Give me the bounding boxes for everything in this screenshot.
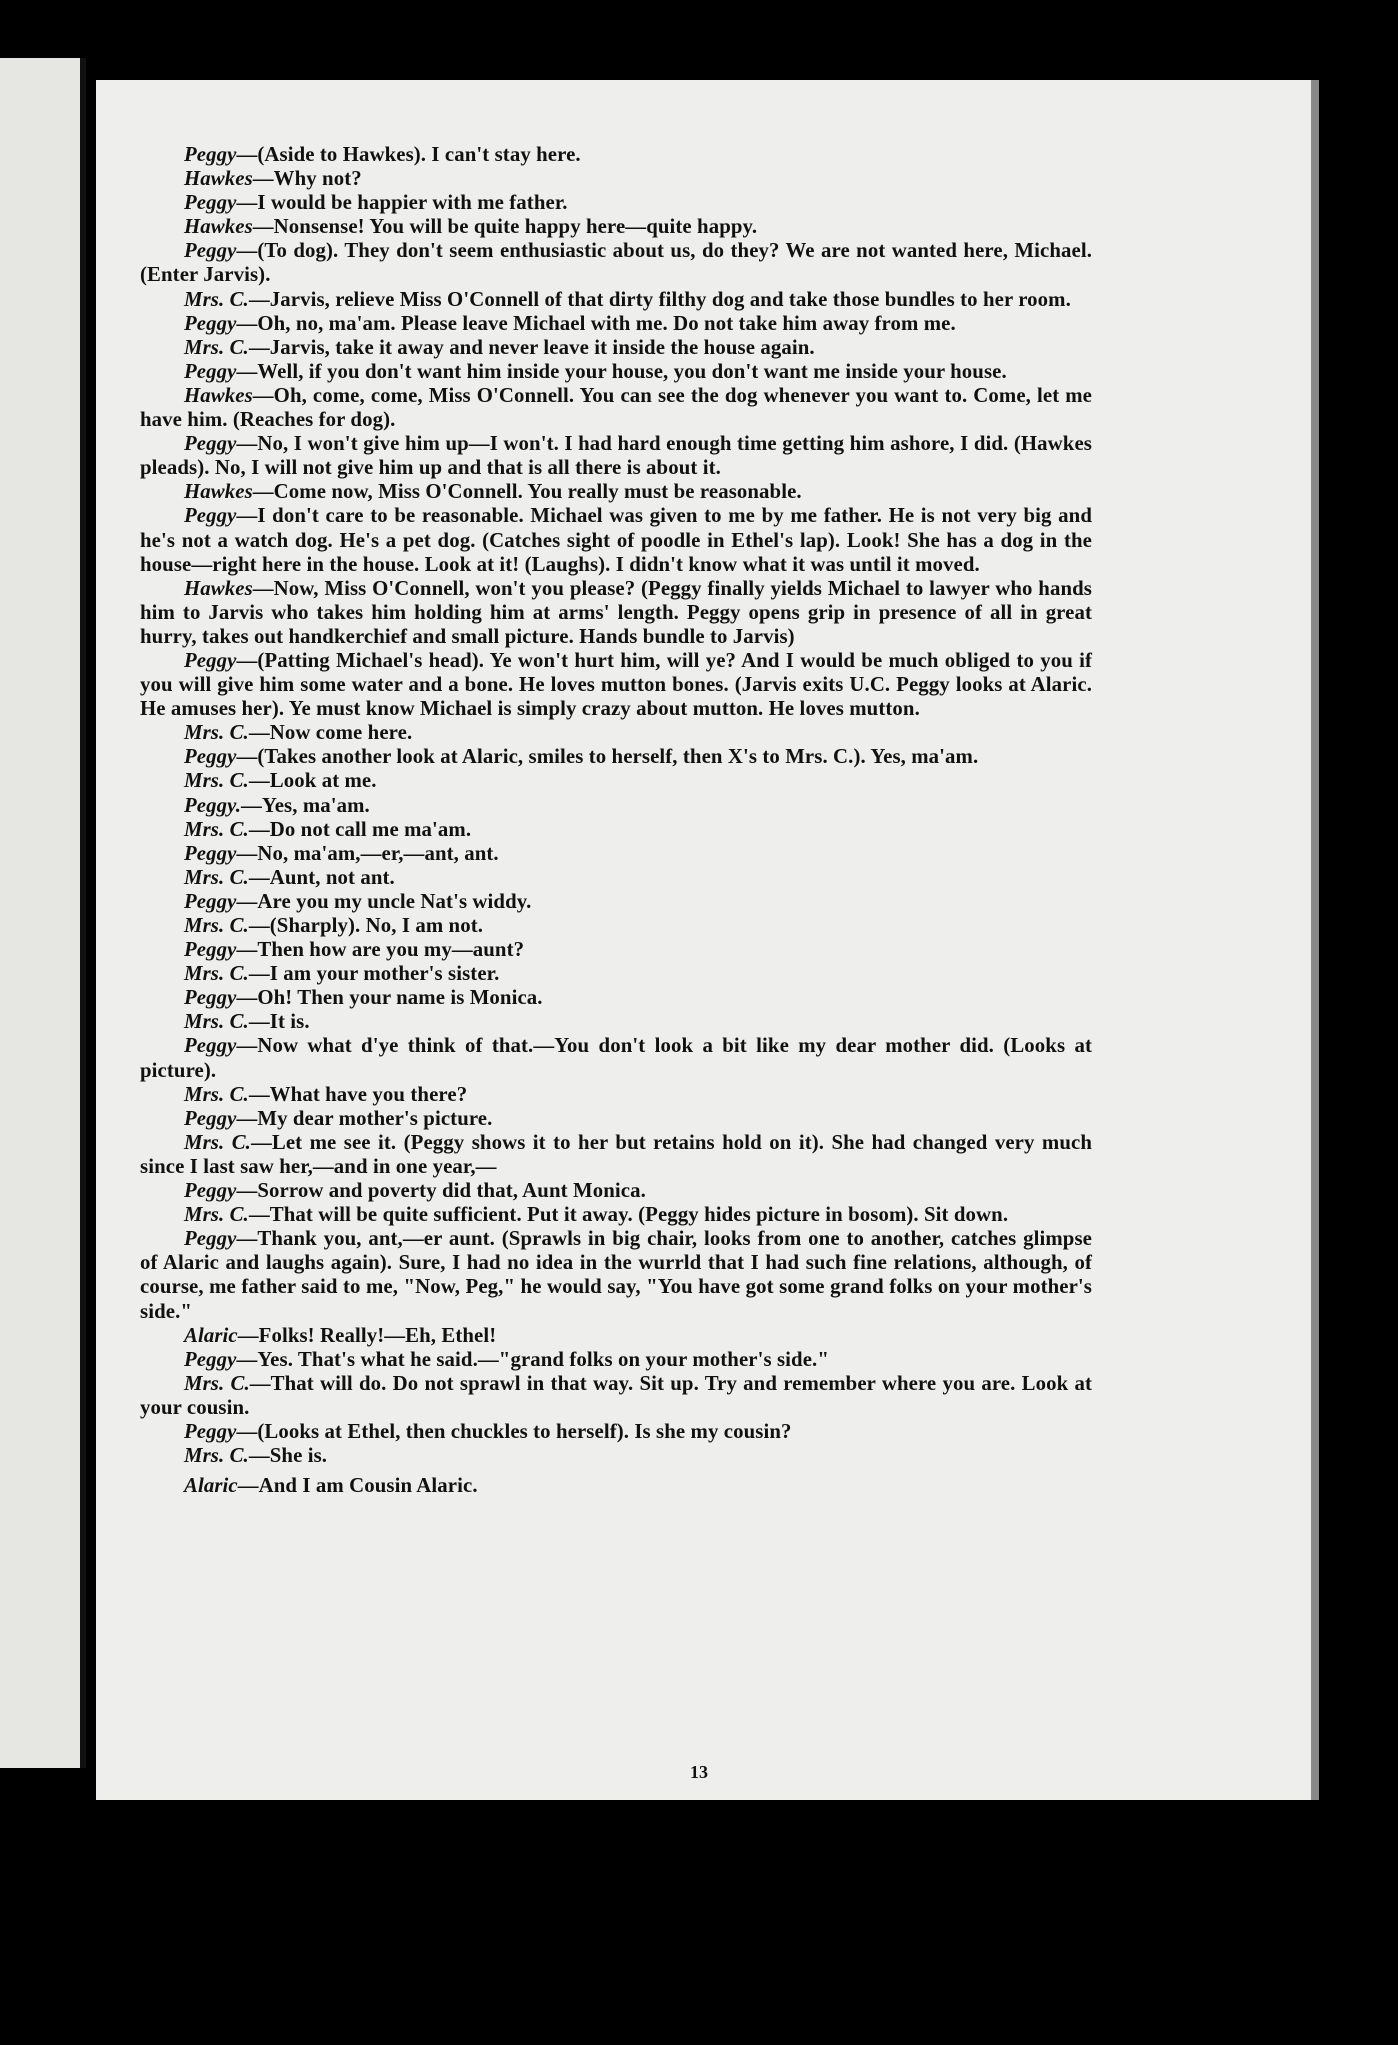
dialogue-line (140, 842, 1092, 866)
dialogue-text: —Look at me. (248, 769, 377, 793)
speaker-name: Hawkes (184, 480, 253, 504)
speaker-name: Peggy (184, 143, 237, 166)
dialogue-text: —(Takes another look at Alaric, smiles to herself, then X's to Mrs. C.). Yes, ma'am. (236, 745, 979, 769)
dialogue-line (140, 1324, 1092, 1348)
speaker-name: Peggy (184, 1106, 237, 1130)
dialogue-text: —Jarvis, relieve Miss O'Connell of that dirty filthy dog and take those bundles to her room. (248, 287, 1071, 311)
dialogue-line (140, 312, 1092, 336)
speaker-name: Peggy (184, 359, 237, 383)
dialogue-line (140, 721, 1092, 745)
dialogue-text: —It is. (248, 1010, 310, 1034)
speaker-name: Mrs. C. (184, 1130, 251, 1154)
dialogue-text: —Now what d'ye think of that.—You don't look a bit like my dear mother did. (Looks at picture). (140, 1034, 1092, 1082)
dialogue-line (140, 360, 1092, 384)
dialogue-line (140, 1444, 1092, 1468)
dialogue-line (140, 215, 1092, 239)
speaker-name: Peggy (184, 1347, 237, 1371)
dialogue-text: —That will do. Do not sprawl in that way. Sit up. Try and remember where you are. Look at your cousin. (140, 1371, 1092, 1419)
speaker-name: Peggy (184, 841, 237, 865)
page-number: 13 (690, 1762, 708, 1782)
dialogue-line (140, 866, 1092, 890)
dialogue-line (140, 577, 1092, 649)
dialogue-text: —Do not call me ma'am. (248, 817, 472, 841)
speaker-name: Peggy (184, 648, 237, 672)
dialogue-line (140, 649, 1092, 721)
speaker-name: Mrs. C. (184, 1371, 250, 1395)
speaker-name: Peggy (184, 986, 237, 1010)
dialogue-text: —(Sharply). No, I am not. (248, 914, 484, 937)
speaker-name: Mrs. C. (184, 865, 249, 889)
dialogue-text: —Now, Miss O'Connell, won't you please? (Peggy finally yields Michael to lawyer who hands him to Jarvis who takes him holding him at arms' length. Peggy opens grip in presence of all in great hurry, takes out handkerchief and small picture. Hands bundle to Jarvis) (140, 576, 1092, 648)
speaker-name: Peggy (184, 311, 237, 335)
speaker-name: Peggy (184, 191, 237, 215)
dialogue-text: —Yes, ma'am. (241, 793, 370, 817)
speaker-name: Mrs. C. (184, 962, 249, 986)
dialogue-text: —(Looks at Ethel, then chuckles to herself). Is she my cousin? (236, 1419, 792, 1443)
dialogue-line (140, 167, 1092, 191)
speaker-name: Peggy (184, 1419, 237, 1443)
speaker-name: Peggy (184, 239, 237, 263)
dialogue-text: —Come now, Miss O'Connell. You really must be reasonable. (252, 480, 802, 504)
dialogue-line (140, 1010, 1092, 1034)
speaker-name: Mrs. C. (184, 914, 249, 937)
speaker-name: Hawkes (184, 576, 253, 600)
speaker-name: Peggy (184, 1034, 237, 1058)
speaker-name: Peggy (184, 504, 237, 528)
speaker-name: Mrs. C. (184, 1010, 249, 1034)
speaker-name: Mrs. C. (184, 817, 249, 841)
dialogue-text: —(Patting Michael's head). Ye won't hurt him, will ye? And I would be much obliged to you if you will give him some water and a bone. He loves mutton bones. (Jarvis exits U.C. Peggy looks at Alaric. He amuses her). Ye must know Michael is simply crazy about mutton. He loves mutton. (140, 648, 1092, 721)
dialogue-text: —Thank you, ant,—er aunt. (Sprawls in big chair, looks from one to another, catches glimpse of Alaric and laughs again). Sure, I had no idea in the wurrld that I had such fine relations, although, of course, me father said to me, "Now, Peg," he would say, "You have got some grand folks on your mother's side." (140, 1227, 1092, 1323)
dialogue-line (140, 1348, 1092, 1372)
dialogue-line (140, 432, 1092, 480)
speaker-name: Peggy (184, 745, 237, 769)
speaker-name: Hawkes (184, 383, 253, 407)
dialogue-text: —Are you my uncle Nat's widdy. (236, 889, 532, 913)
dialogue-text: —I am your mother's sister. (248, 962, 500, 986)
speaker-name: Mrs. C. (184, 1082, 249, 1106)
dialogue-line (140, 1107, 1092, 1131)
dialogue-text: —No, ma'am,—er,—ant, ant. (236, 841, 499, 865)
dialogue-text: —Nonsense! You will be quite happy here—quite happy. (252, 215, 758, 239)
dialogue-line (140, 1179, 1092, 1203)
speaker-name: Mrs. C. (184, 287, 249, 311)
dialogue-line (140, 384, 1092, 432)
dialogue-text: —Why not? (252, 167, 362, 191)
dialogue-text: —I don't care to be reasonable. Michael was given to me by me father. He is not very big and he's not a watch dog. He's a pet dog. (Catches sight of poodle in Ethel's lap). Look! She has a dog in the house—right here in the house. Look at it! (Laughs). I didn't know what it was until it moved. (140, 504, 1092, 576)
dialogue-line (140, 1420, 1092, 1444)
dialogue-line (140, 1227, 1092, 1323)
dialogue-text: —No, I won't give him up—I won't. I had hard enough time getting him ashore, I did. (Hawkes pleads). No, I will not give him up and that is all there is about it. (140, 432, 1092, 480)
speaker-name: Peggy (184, 1179, 237, 1203)
dialogue-line (140, 1131, 1092, 1179)
dialogue-text: —Now come here. (248, 721, 413, 745)
dialogue-text: —What have you there? (248, 1082, 468, 1106)
speaker-name: Mrs. C. (184, 1444, 249, 1468)
dialogue-line (140, 1474, 1092, 1498)
dialogue-line (140, 288, 1092, 312)
dialogue-text: —That will be quite sufficient. Put it away. (Peggy hides picture in bosom). Sit down. (248, 1203, 1009, 1227)
dialogue-line (140, 890, 1092, 914)
adjacent-page-edge (0, 58, 86, 1768)
dialogue-line (140, 336, 1092, 360)
dialogue-line (140, 769, 1092, 793)
speaker-name: Peggy (184, 432, 237, 456)
speaker-name: Peggy (184, 889, 237, 913)
speaker-name: Mrs. C. (184, 769, 249, 793)
dialogue-text: —Sorrow and poverty did that, Aunt Monica. (236, 1179, 646, 1203)
dialogue-text: —Yes. That's what he said.—"grand folks on your mother's side." (236, 1347, 830, 1371)
dialogue-text: —(Aside to Hawkes). I can't stay here. (236, 143, 581, 166)
dialogue-line (140, 938, 1092, 962)
dialogue-line (140, 480, 1092, 504)
speaker-name: Mrs. C. (184, 335, 249, 359)
dialogue-line (140, 504, 1092, 576)
speaker-name: Mrs. C. (184, 721, 249, 745)
speaker-name: Alaric (184, 1474, 238, 1498)
script-text (140, 143, 1092, 1498)
dialogue-line (140, 986, 1092, 1010)
dialogue-text: —Oh! Then your name is Monica. (236, 986, 543, 1010)
dialogue-text: —I would be happier with me father. (236, 191, 568, 215)
dialogue-line (140, 1203, 1092, 1227)
dialogue-line (140, 745, 1092, 769)
dialogue-text: —And I am Cousin Alaric. (237, 1474, 478, 1498)
dialogue-text: —Folks! Really!—Eh, Ethel! (237, 1323, 497, 1347)
dialogue-line (140, 1083, 1092, 1107)
dialogue-line (140, 818, 1092, 842)
dialogue-text: —Jarvis, take it away and never leave it inside the house again. (248, 335, 815, 359)
speaker-name: Hawkes (184, 215, 253, 239)
dialogue-line (140, 794, 1092, 818)
speaker-name: Alaric (184, 1323, 238, 1347)
dialogue-line (140, 1372, 1092, 1420)
speaker-name: Peggy. (184, 793, 241, 817)
dialogue-text: —Oh, no, ma'am. Please leave Michael with me. Do not take him away from me. (236, 311, 956, 335)
dialogue-text: —She is. (248, 1444, 328, 1468)
dialogue-text: —Aunt, not ant. (248, 865, 395, 889)
dialogue-line (140, 1034, 1092, 1082)
dialogue-text: —Well, if you don't want him inside your house, you don't want me inside your house. (236, 359, 1007, 383)
speaker-name: Peggy (184, 938, 237, 962)
dialogue-text: —Then how are you my—aunt? (236, 938, 525, 962)
speaker-name: Mrs. C. (184, 1203, 249, 1227)
dialogue-text: —Oh, come, come, Miss O'Connell. You can see the dog whenever you want to. Come, let me have him. (Reaches for dog). (140, 383, 1092, 432)
dialogue-line (140, 962, 1092, 986)
dialogue-text: —My dear mother's picture. (236, 1106, 493, 1130)
dialogue-line (140, 191, 1092, 215)
dialogue-line (140, 239, 1092, 287)
speaker-name: Hawkes (184, 167, 253, 191)
dialogue-text: —(To dog). They don't seem enthusiastic about us, do they? We are not wanted here, Michael. (Enter Jarvis). (140, 239, 1092, 287)
dialogue-line (140, 143, 1092, 167)
dialogue-text: —Let me see it. (Peggy shows it to her but retains hold on it). She had changed very much since I last saw her,—and in one year,— (140, 1130, 1092, 1178)
dialogue-line (140, 914, 1092, 938)
speaker-name: Peggy (184, 1227, 237, 1251)
